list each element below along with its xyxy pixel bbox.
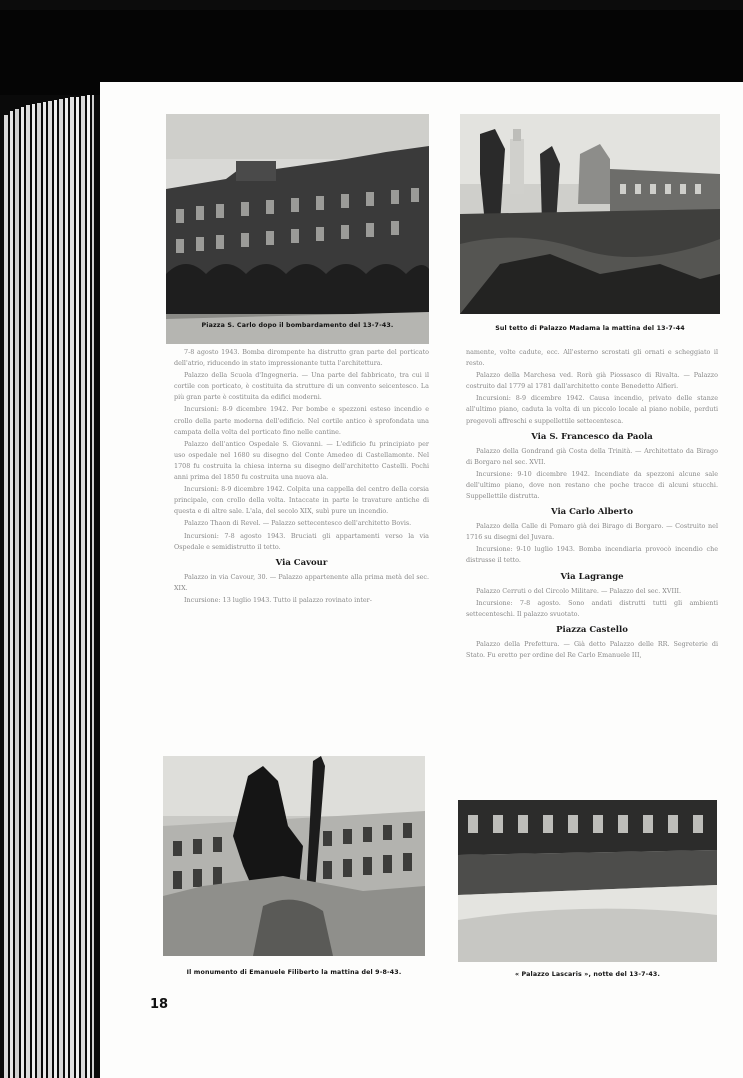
paragraph: Palazzo della Marchesa ved. Rorà già Piossasco di Rivalta. — Palazzo costruito dal 1779 al 1781 dall'architetto conte Benedetto Alfieri.: [466, 371, 718, 391]
photo-emanuele-filiberto-monument: [163, 756, 425, 956]
caption-top-left: Piazza S. Carlo dopo il bombardamento del 13-7-43.: [201, 322, 394, 329]
photo-piazza-san-carlo: [166, 114, 429, 344]
paragraph: Palazzo Cerruti o del Circolo Militare. — Palazzo del sec. XVIII.: [476, 586, 682, 595]
section-heading-via-carlo-alberto: Via Carlo Alberto: [551, 507, 633, 518]
section-heading-via-san-francesco: Via S. Francesco da Paola: [531, 431, 653, 442]
paragraph: Incursione: 9-10 luglio 1943. Bomba incendiaria provocò incendio che distrusse il tetto.: [466, 545, 718, 565]
caption-top-right: Sul tetto di Palazzo Madama la mattina del 13-7-44: [495, 325, 685, 332]
paragraph: 7-8 agosto 1943. Bomba dirompente ha distrutto gran parte del porticato dell'atrio, riducendo in stato impressionante tutta l'architettura.: [174, 348, 429, 368]
photo-palazzo-lascaris: [458, 800, 717, 962]
paragraph: Incursioni: 8-9 dicembre 1942. Causa incendio, privato delle stanze all'ultimo piano, caduta la volta di un piccolo locale al piano nobile, perduti pregevoli affreschi e suppellettile settecentesca.: [466, 394, 718, 425]
book-page: [100, 82, 743, 1078]
text-column-right: [466, 347, 718, 662]
text-column-left: [174, 347, 429, 607]
paragraph: Incursioni: 8-9 dicembre 1942. Per bombe e spezzoni esteso incendio e crollo della parte moderna dell'edificio. Nel cortile antico è sprofondata una campata della volta del porticato fino nelle cantine.: [174, 405, 429, 436]
paragraph: Incursione: 9-10 dicembre 1942. Incendiate da spezzoni alcune sale dell'ultimo piano, dove non restano che poche tracce di alcuni stucchi. Suppellettile distrutta.: [466, 469, 718, 501]
section-heading-via-cavour: Via Cavour: [275, 557, 328, 568]
paragraph: namente, volte cadute, ecc. All'esterno scrostati gli ornati e scheggiato il resto.: [466, 348, 718, 368]
paragraph: Incursione: 13 luglio 1943. Tutto il palazzo rovinato inter-: [184, 595, 372, 604]
paragraph: Palazzo in via Cavour, 30. — Palazzo appartenente alla prima metà del sec. XIX.: [174, 572, 429, 592]
paragraph: Palazzo della Gondrand già Costa della Trinità. — Architettato da Birago di Borgaro nel sec. XVII.: [466, 446, 718, 466]
stacked-page-edges: [0, 95, 100, 1078]
paragraph: Palazzo della Scuola d'Ingegneria. — Una parte del fabbricato, tra cui il cortile con porticato, è costituita da strutture di un convento seicentesco. La più gran parte è costituita da edifici moderni.: [174, 371, 429, 402]
photo-palazzo-madama-roof: [460, 114, 720, 314]
page-number: 18: [150, 997, 169, 1012]
caption-bottom-right: « Palazzo Lascaris », notte del 13-7-43.: [514, 971, 660, 978]
section-heading-piazza-castello: Piazza Castello: [556, 624, 628, 635]
paragraph: Incursioni: 8-9 dicembre 1942. Colpita una cappella del centro della corsia principale, con crollo della volta. Intaccate in parte le travature antiche di questa e di altre sale. L'ala, del secolo XIX, subì pure un incendio.: [174, 485, 429, 516]
paragraph: Palazzo della Calle di Pomaro già dei Birago di Borgaro. — Costruito nel 1716 su disegni del Juvara.: [466, 522, 718, 542]
section-heading-via-lagrange: Via Lagrange: [560, 571, 624, 582]
paragraph: Incursione: 7-8 agosto. Sono andati distrutti tutti gli ambienti settecenteschi. Il palazzo svuotato.: [466, 598, 718, 618]
scanner-edge: [0, 0, 743, 10]
paragraph: Palazzo dell'antico Ospedale S. Giovanni. — L'edificio fu principiato per uso ospedale nel 1680 su disegno del Conte Amedeo di Castellamonte. Nel 1708 fu costruita la chiesa interna su disegno dell'architetto Castelli. Pochi anni prima del 1850 fu costruita una nuova ala.: [174, 439, 429, 482]
paragraph: Incursioni: 7-8 agosto 1943. Bruciati gli appartamenti verso la via Ospedale e semidistrutto il tetto.: [174, 531, 429, 551]
paragraph: Palazzo Thaon di Revel. — Palazzo settecentesco dell'architetto Bovis.: [184, 519, 412, 528]
caption-bottom-left: Il monumento di Emanuele Filiberto la mattina del 9-8-43.: [186, 969, 402, 976]
paragraph: Palazzo della Prefettura. — Già detto Palazzo delle RR. Segreterie di Stato. Fu eretto per ordine del Re Carlo Emanuele III,: [466, 639, 718, 659]
